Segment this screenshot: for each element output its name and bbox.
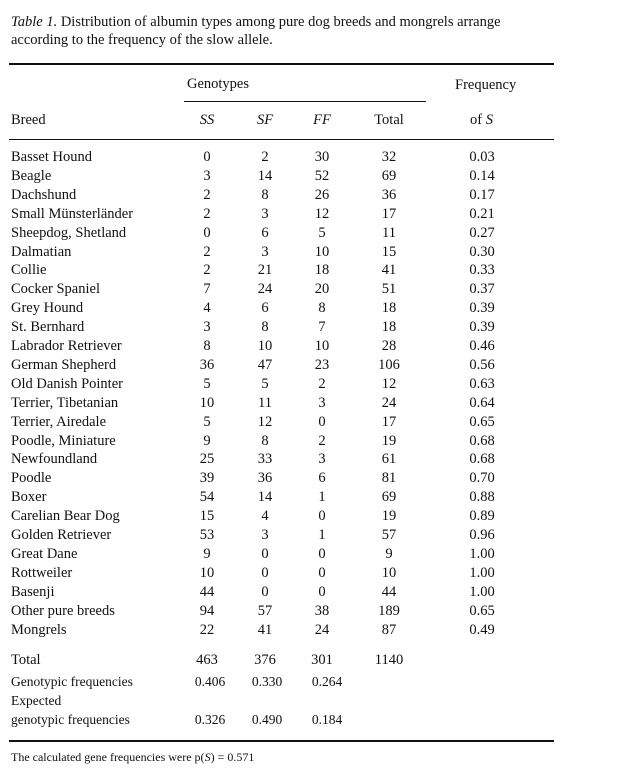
breed-name: Collie	[11, 262, 47, 279]
table-row	[0, 507, 620, 526]
ff-count: 3	[318, 451, 326, 468]
frequency-s: 0.65	[469, 602, 495, 619]
table-row	[0, 318, 620, 337]
totals-ff: 301	[311, 652, 333, 668]
table-row	[0, 299, 620, 318]
expected-ff: 0.184	[311, 712, 343, 727]
table-row	[0, 224, 620, 243]
ss-header: SS	[199, 112, 215, 128]
frequency-s: 0.37	[469, 281, 495, 298]
frequency-s: 1.00	[469, 545, 495, 562]
table-row	[0, 469, 620, 488]
frequency-s: 0.39	[469, 300, 495, 317]
expected-label-2: genotypic frequencies	[11, 712, 130, 727]
frequency-s: 0.39	[469, 319, 495, 336]
sf-count: 21	[257, 262, 273, 279]
total-count: 18	[381, 300, 397, 317]
frequency-s: 0.33	[469, 262, 495, 279]
of-s-prefix: of	[470, 112, 483, 128]
table-row	[0, 356, 620, 375]
breed-header: Breed	[11, 112, 46, 128]
total-count: 12	[381, 375, 397, 392]
caption-line-1	[11, 13, 620, 31]
table-row	[0, 488, 620, 507]
genotypic-sf: 0.330	[251, 674, 283, 689]
sf-count: 0	[261, 545, 269, 562]
ss-count: 5	[203, 413, 211, 430]
totals-total: 1140	[374, 652, 404, 668]
totals-ss: 463	[196, 652, 218, 668]
sf-count: 57	[257, 602, 273, 619]
footnote-var: S	[204, 750, 211, 764]
ff-count: 0	[318, 413, 326, 430]
total-count: 61	[381, 451, 397, 468]
ff-count: 7	[318, 319, 326, 336]
total-count: 81	[381, 470, 397, 487]
table-row	[0, 148, 620, 167]
sf-count: 14	[257, 489, 273, 506]
ff-count: 0	[318, 545, 326, 562]
ss-count: 3	[203, 167, 211, 184]
breed-name: Labrador Retriever	[11, 338, 122, 354]
breed-name: Dalmatian	[11, 243, 72, 260]
footnote-rest: ) = 0.571	[210, 750, 255, 764]
ss-count: 7	[203, 281, 211, 298]
table-row	[0, 450, 620, 469]
totals-sf: 376	[254, 652, 276, 668]
frequency-s: 0.46	[469, 338, 495, 354]
breed-name: Carelian Bear Dog	[11, 508, 120, 525]
total-count: 41	[381, 262, 397, 279]
table-row	[0, 186, 620, 205]
caption-text-2: according to the frequency of the slow allele.	[11, 32, 273, 48]
frequency-s: 0.70	[469, 470, 495, 487]
ss-count: 2	[203, 262, 211, 279]
of-s-header	[470, 111, 493, 129]
table-row	[0, 261, 620, 280]
total-count: 17	[381, 205, 397, 222]
ff-count: 5	[318, 224, 326, 241]
sf-count: 12	[257, 413, 273, 430]
ss-count: 9	[203, 545, 211, 562]
total-count: 10	[381, 564, 397, 581]
breed-name: Cocker Spaniel	[11, 281, 100, 298]
sf-count: 8	[261, 432, 269, 449]
breed-name: Rottweiler	[11, 564, 73, 581]
ss-count: 54	[199, 489, 215, 506]
total-count: 57	[381, 527, 397, 543]
caption-label: Table 1.	[11, 14, 58, 30]
total-count: 32	[381, 149, 397, 165]
frequency-s: 0.14	[469, 167, 495, 184]
sf-count: 8	[261, 319, 269, 336]
frequency-s: 0.68	[469, 451, 495, 468]
frequency-s: 0.56	[469, 356, 495, 373]
expected-label-1: Expected	[11, 693, 62, 708]
ss-count: 0	[203, 149, 211, 165]
ff-count: 0	[318, 583, 326, 600]
sf-count: 36	[257, 470, 273, 487]
genotypic-row	[0, 673, 620, 692]
table-row	[0, 205, 620, 224]
breed-name: Grey Hound	[11, 300, 84, 317]
sf-count: 0	[261, 583, 269, 600]
sf-count: 8	[261, 186, 269, 203]
ff-count: 26	[314, 186, 330, 203]
ff-count: 2	[318, 432, 326, 449]
ff-count: 10	[314, 338, 330, 354]
ss-count: 10	[199, 564, 215, 581]
ff-count: 18	[314, 262, 330, 279]
frequency-s: 0.03	[469, 149, 495, 165]
ss-count: 53	[199, 527, 215, 543]
sf-count: 33	[257, 451, 273, 468]
frequency-s: 0.68	[469, 432, 495, 449]
table-row	[0, 432, 620, 451]
ff-count: 2	[318, 375, 326, 392]
footnote-text: The calculated gene frequencies were p(	[11, 750, 205, 764]
breed-name: Newfoundland	[11, 451, 98, 468]
frequency-s: 0.63	[469, 375, 495, 392]
table-row	[0, 167, 620, 186]
sf-count: 5	[261, 375, 269, 392]
total-count: 28	[381, 338, 397, 354]
bottom-rule	[9, 740, 554, 742]
sf-count: 2	[261, 149, 269, 165]
breed-name: Poodle	[11, 470, 52, 487]
breed-name: Other pure breeds	[11, 602, 115, 619]
ff-count: 12	[314, 205, 330, 222]
ff-count: 8	[318, 300, 326, 317]
genotypic-ss: 0.406	[194, 674, 226, 689]
total-count: 51	[381, 281, 397, 298]
frequency-s: 0.88	[469, 489, 495, 506]
breed-name: Golden Retriever	[11, 527, 112, 543]
totals-label: Total	[11, 652, 41, 668]
ff-count: 10	[314, 243, 330, 260]
breed-name: Great Dane	[11, 545, 78, 562]
table-row	[0, 243, 620, 262]
ss-count: 2	[203, 243, 211, 260]
frequency-s: 0.49	[469, 621, 495, 638]
frequency-s: 0.17	[469, 186, 495, 203]
ss-count: 4	[203, 300, 211, 317]
ss-count: 10	[199, 394, 215, 411]
caption-text-1: Distribution of albumin types among pure dog breeds and mongrels arrange	[60, 14, 501, 30]
ss-count: 25	[199, 451, 215, 468]
frequency-s: 0.27	[469, 224, 495, 241]
frequency-header: Frequency	[455, 77, 517, 93]
breed-name: Beagle	[11, 167, 52, 184]
table-row	[0, 280, 620, 299]
table-row	[0, 583, 620, 602]
total-count: 11	[382, 224, 396, 241]
ff-header: FF	[313, 112, 331, 128]
table-row	[0, 375, 620, 394]
ff-count: 1	[318, 527, 326, 543]
genotypic-label: Genotypic frequencies	[11, 674, 133, 689]
footnote	[11, 750, 254, 765]
total-count: 189	[378, 602, 400, 619]
frequency-s: 0.21	[469, 205, 495, 222]
ss-count: 15	[199, 508, 215, 525]
header-rule	[9, 139, 554, 140]
ff-count: 6	[318, 470, 326, 487]
sf-count: 6	[261, 300, 269, 317]
expected-row-label	[0, 692, 620, 711]
sf-count: 47	[257, 356, 273, 373]
expected-row	[0, 711, 620, 730]
breed-name: Basset Hound	[11, 149, 92, 165]
frequency-s: 0.96	[469, 527, 495, 543]
ff-count: 0	[318, 508, 326, 525]
expected-ss: 0.326	[194, 712, 226, 727]
sf-count: 14	[257, 167, 273, 184]
sf-count: 4	[261, 508, 269, 525]
table-row	[0, 394, 620, 413]
total-count: 106	[378, 356, 400, 373]
ff-count: 23	[314, 356, 330, 373]
ff-count: 52	[314, 167, 330, 184]
ss-count: 9	[203, 432, 211, 449]
sf-count: 6	[261, 224, 269, 241]
of-s-var: S	[485, 112, 493, 128]
ff-count: 0	[318, 564, 326, 581]
table-row	[0, 602, 620, 621]
breed-name: Mongrels	[11, 621, 67, 638]
totals-row	[0, 651, 620, 670]
ss-count: 8	[203, 338, 211, 354]
total-count: 9	[385, 545, 393, 562]
total-count: 69	[381, 167, 397, 184]
ss-count: 5	[203, 375, 211, 392]
genotypes-rule	[184, 101, 426, 102]
table-caption	[11, 13, 620, 49]
frequency-s: 0.89	[469, 508, 495, 525]
genotypic-ff: 0.264	[311, 674, 343, 689]
ff-count: 20	[314, 281, 330, 298]
breed-name: St. Bernhard	[11, 319, 85, 336]
ss-count: 36	[199, 356, 215, 373]
ss-count: 44	[199, 583, 215, 600]
ss-count: 3	[203, 319, 211, 336]
breed-name: Small Münsterländer	[11, 205, 134, 222]
breed-name: Dachshund	[11, 186, 77, 203]
frequency-s: 1.00	[469, 583, 495, 600]
total-count: 19	[381, 508, 397, 525]
ff-count: 24	[314, 621, 330, 638]
total-count: 69	[381, 489, 397, 506]
table-row	[0, 564, 620, 583]
breed-name: Terrier, Tibetanian	[11, 394, 119, 411]
ff-count: 38	[314, 602, 330, 619]
ff-count: 1	[318, 489, 326, 506]
ff-count: 3	[318, 394, 326, 411]
sf-count: 11	[258, 394, 272, 411]
frequency-s: 0.65	[469, 413, 495, 430]
frequency-s: 0.64	[469, 394, 495, 411]
total-header: Total	[374, 112, 404, 128]
breed-name: Boxer	[11, 489, 47, 506]
sf-count: 3	[261, 205, 269, 222]
frequency-s: 1.00	[469, 564, 495, 581]
table-row	[0, 526, 620, 545]
ss-count: 94	[199, 602, 215, 619]
ff-count: 30	[314, 149, 330, 165]
total-count: 87	[381, 621, 397, 638]
total-count: 15	[381, 243, 397, 260]
sf-header: SF	[256, 112, 274, 128]
ss-count: 22	[199, 621, 215, 638]
sf-count: 3	[261, 527, 269, 543]
table-row	[0, 621, 620, 640]
total-count: 19	[381, 432, 397, 449]
total-count: 17	[381, 413, 397, 430]
sf-count: 24	[257, 281, 273, 298]
breed-name: Basenji	[11, 583, 55, 600]
ss-count: 2	[203, 186, 211, 203]
ss-count: 0	[203, 224, 211, 241]
breed-name: Poodle, Miniature	[11, 432, 116, 449]
breed-name: German Shepherd	[11, 356, 117, 373]
top-rule	[9, 63, 554, 65]
table-row	[0, 413, 620, 432]
frequency-s: 0.30	[469, 243, 495, 260]
breed-name: Terrier, Airedale	[11, 413, 107, 430]
sf-count: 10	[257, 338, 273, 354]
sf-count: 41	[257, 621, 273, 638]
total-count: 36	[381, 186, 397, 203]
breed-name: Old Danish Pointer	[11, 375, 123, 392]
total-count: 24	[381, 394, 397, 411]
sf-count: 3	[261, 243, 269, 260]
ss-count: 39	[199, 470, 215, 487]
sf-count: 0	[261, 564, 269, 581]
breed-name: Sheepdog, Shetland	[11, 224, 127, 241]
genotypes-header: Genotypes	[187, 76, 250, 92]
expected-sf: 0.490	[251, 712, 283, 727]
total-count: 18	[381, 319, 397, 336]
total-count: 44	[381, 583, 397, 600]
table-row	[0, 337, 620, 356]
table-row	[0, 545, 620, 564]
ss-count: 2	[203, 205, 211, 222]
